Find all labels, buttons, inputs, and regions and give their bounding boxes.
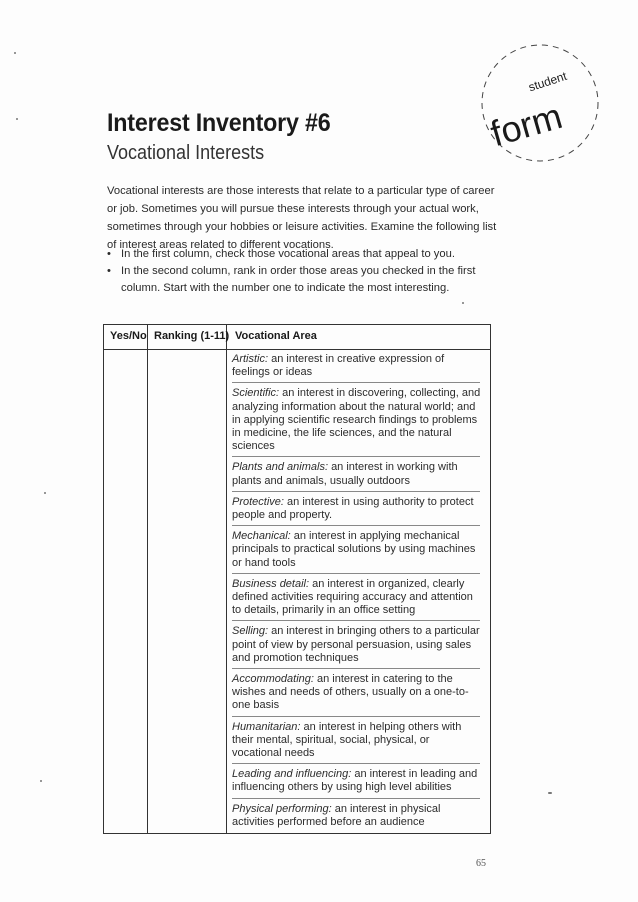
area-category: Selling: [232, 625, 269, 638]
scan-speck [16, 118, 18, 120]
row-divider [232, 763, 480, 764]
stamp-large-word: form [486, 94, 567, 155]
area-description: an interest in bringing others to a particular point of view by personal persuasion, using sales and promotion techniques [232, 625, 480, 664]
area-description: an interest in leading and influencing others by using high level abilities [232, 768, 478, 794]
instruction-item [107, 246, 507, 263]
header-vocational-area: Vocational Area [235, 330, 317, 342]
row-divider [232, 716, 480, 717]
instruction-text: In the second column, rank in order those areas you checked in the first column. Start with the number one to indicate the most interesting. [121, 265, 476, 294]
table-row [232, 353, 482, 379]
interest-table [103, 324, 491, 834]
bullet-icon: • [107, 248, 111, 260]
table-row [232, 721, 482, 761]
intro-paragraph: Vocational interests are those interests that relate to a particular type of career or job. Sometimes you will pursue these interests through your actual work, sometimes through your hobbies or leisure activities. Examine the following list of interest areas related to different vocations. [107, 185, 497, 251]
scan-speck [548, 792, 552, 794]
row-divider [232, 456, 480, 457]
table-header-row [104, 325, 490, 350]
column-divider [226, 325, 227, 833]
table-row [232, 530, 482, 570]
header-ranking: Ranking (1-11) [154, 330, 230, 342]
area-description: an interest in using authority to protect people and property. [232, 495, 474, 522]
bullet-icon: • [107, 265, 111, 277]
row-divider [232, 573, 480, 574]
row-divider [232, 491, 480, 492]
area-description: an interest in organized, clearly defined activities requiring accuracy and attention to details, primarily in an office setting [232, 577, 473, 617]
table-row [232, 625, 482, 665]
area-description: an interest in applying mechanical principals to practical solutions by using machines or hand tools [232, 530, 476, 569]
table-row [232, 496, 482, 522]
page-subtitle: Vocational Interests [107, 142, 265, 164]
table-row [232, 461, 482, 487]
area-category: Physical performing: [232, 802, 332, 815]
table-row [232, 387, 482, 453]
table-row [232, 768, 482, 794]
table-row [232, 673, 482, 713]
row-divider [232, 668, 480, 669]
student-form-stamp [470, 38, 610, 168]
area-category: Leading and influencing: [232, 768, 352, 781]
instruction-item [107, 263, 507, 297]
instruction-list [107, 246, 507, 297]
row-divider [232, 382, 480, 383]
row-divider [232, 620, 480, 621]
area-category: Humanitarian: [232, 720, 301, 733]
page-number: 65 [476, 858, 486, 869]
instruction-text: In the first column, check those vocational areas that appeal to you. [121, 248, 455, 260]
area-description: an interest in physical activities performed before an audience [232, 802, 441, 828]
table-row [232, 578, 482, 618]
area-category: Plants and animals: [232, 461, 328, 474]
table-row [232, 803, 482, 829]
area-category: Accommodating: [232, 673, 314, 686]
area-description: an interest in catering to the wishes and needs of others, usually on a one-to-one basis [232, 673, 469, 712]
area-category: Scientific: [232, 387, 280, 400]
area-description: an interest in helping others with their mental, spiritual, social, physical, or vocational needs [232, 720, 462, 760]
area-description: an interest in working with plants and animals, usually outdoors [232, 461, 458, 487]
scan-speck [462, 302, 464, 304]
area-category: Protective: [232, 495, 284, 508]
scan-speck [14, 52, 16, 54]
stamp-small-word: student [526, 68, 569, 95]
area-description: an interest in discovering, collecting, and analyzing information about the natural world; and in applying scientific research findings to problems in medicine, the life sciences, and the natural sciences [232, 387, 481, 453]
vocational-area-list [232, 353, 482, 829]
column-divider [147, 325, 148, 833]
area-category: Mechanical: [232, 530, 291, 543]
area-category: Business detail: [232, 577, 310, 590]
scan-speck [44, 492, 46, 494]
row-divider [232, 798, 480, 799]
page-title: Interest Inventory #6 [107, 109, 331, 137]
area-description: an interest in creative expression of feelings or ideas [232, 353, 445, 379]
area-category: Artistic: [232, 353, 269, 365]
scan-speck [40, 780, 42, 782]
row-divider [232, 525, 480, 526]
header-yes-no: Yes/No [110, 330, 147, 342]
